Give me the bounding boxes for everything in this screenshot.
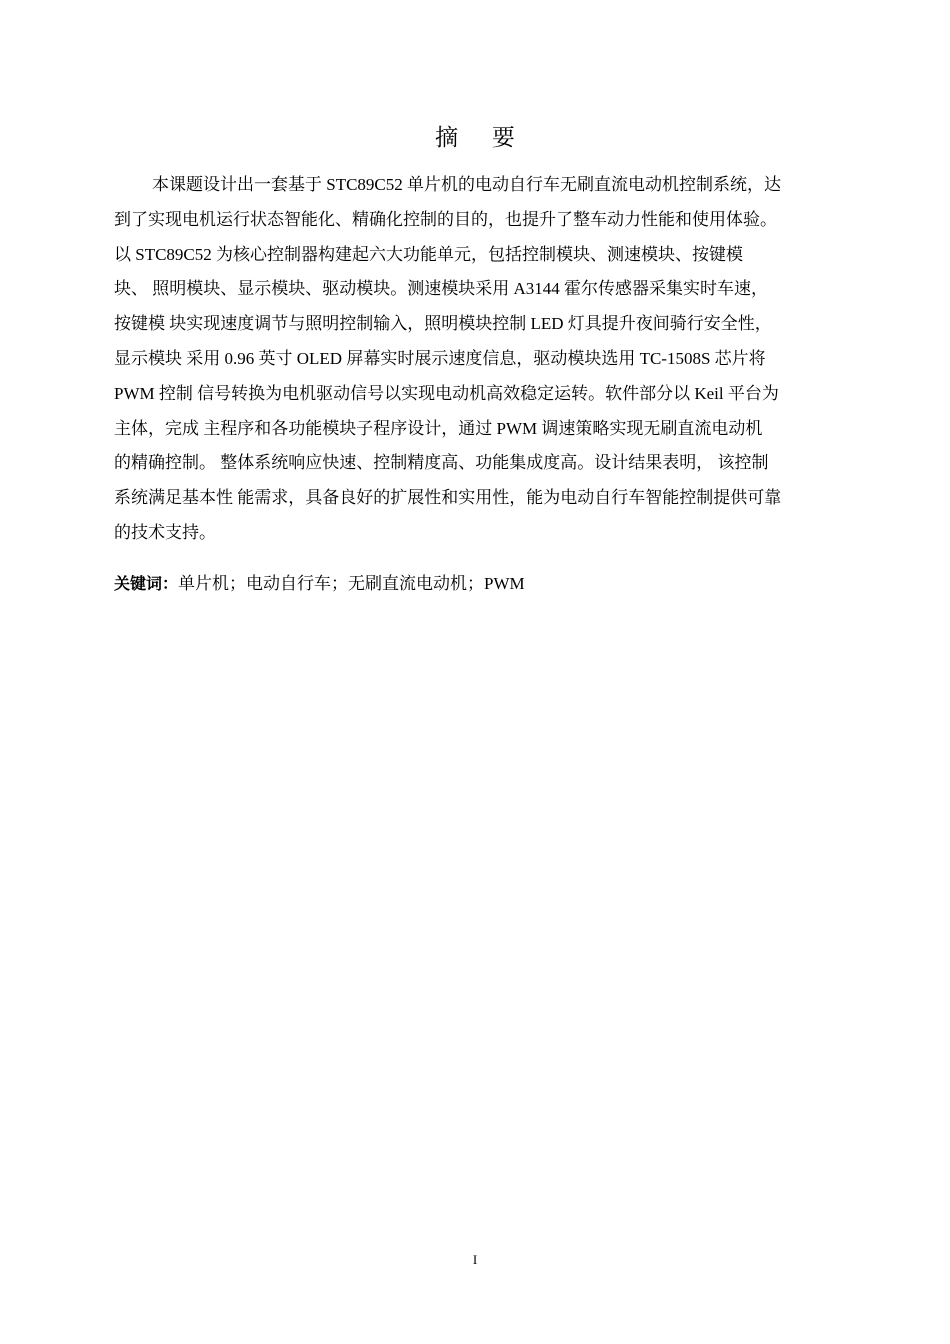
abstract-line: 的精确控制。 整体系统响应快速、控制精度高、功能集成度高。设计结果表明， 该控制 [114,453,769,473]
keywords-label: 关键词： [114,574,179,593]
abstract-line: PWM 控制 信号转换为电机驱动信号以实现电动机高效稳定运转。软件部分以 Keil 平台为 [114,383,779,403]
abstract-line: 的技术支持。 [114,522,216,542]
page-number: I [472,1252,478,1267]
abstract-line: 到了实现电机运行状态智能化、精确化控制的目的，也提升了整车动力性能和使用体验。 [114,209,777,229]
keywords [114,569,525,599]
abstract-line: 主体，完成 主程序和各功能模块子程序设计，通过 PWM 调速策略实现无刷直流电动机 [114,418,763,438]
abstract-line: 显示模块 采用 0.96 英寸 OLED 屏幕实时展示速度信息，驱动模块选用 TC-1508S 芯片将 [114,348,766,368]
abstract-line: 按键模 块实现速度调节与照明控制输入，照明模块控制 LED 灯具提升夜间骑行安全性， [114,314,772,334]
abstract-line: 本课题设计出一套基于 STC89C52 单片机的电动自行车无刷直流电动机控制系统，达 [152,175,782,194]
abstract-line: 系统满足基本性 能需求，具备良好的扩展性和实用性，能为电动自行车智能控制提供可靠 [114,488,782,508]
abstract-line: 以 STC89C52 为核心控制器构建起六大功能单元，包括控制模块、测速模块、按键模 [114,244,744,264]
abstract-body [114,168,870,551]
abstract-title: 摘 要 [435,125,529,150]
abstract-line: 块、 照明模块、显示模块、驱动模块。测速模块采用 A3144 霍尔传感器采集实时车速， [114,279,769,299]
keywords-text: 单片机；电动自行车；无刷直流电动机；PWM [178,574,525,593]
